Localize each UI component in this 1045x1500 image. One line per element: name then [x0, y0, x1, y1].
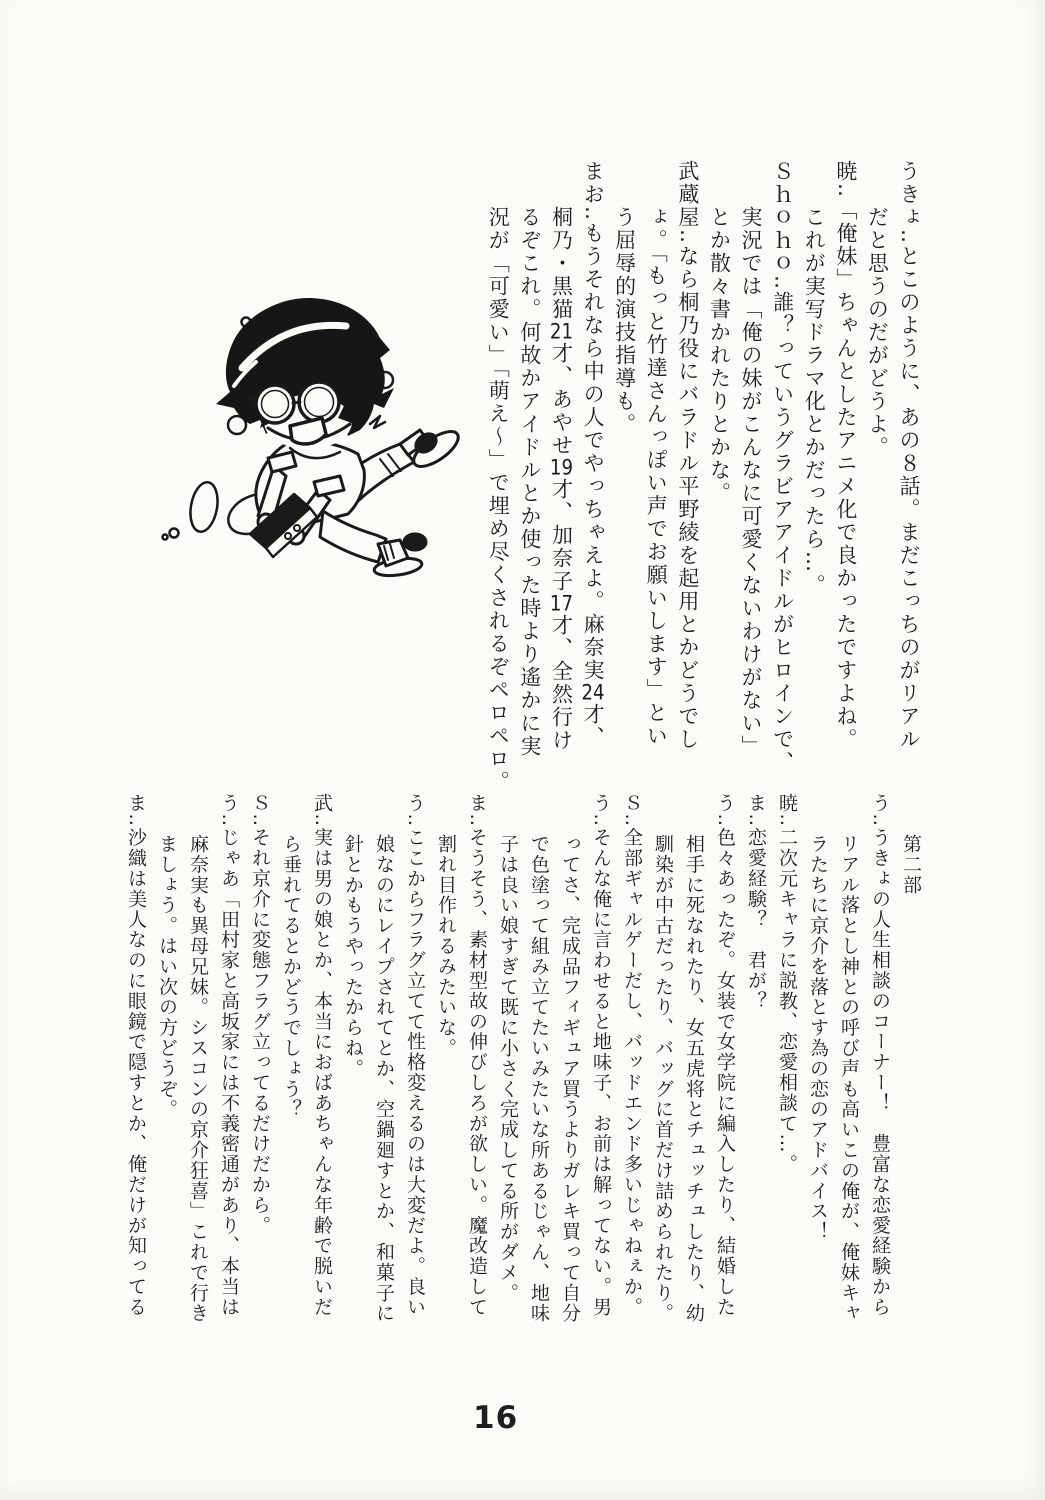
- dialogue-line: 娘なのにレイプされてとか、空鍋廻すとか、和菓子に: [373, 793, 395, 1324]
- dialogue-line: 麻奈実も異母兄妹。シスコンの京介狂喜」これで行き: [187, 793, 209, 1324]
- dialogue-line: 馴染が中古だったり、バッグに首だけ詰められたり。: [652, 793, 674, 1324]
- dialogue-line: Ｓ‥全部ギャルゲーだし、バッドエンド多いじゃねぇか。: [621, 793, 643, 1318]
- dialogue-line: これが実写ドラマ化とかだったら…。: [802, 160, 827, 597]
- page-number: 16: [473, 1400, 519, 1436]
- dialogue-line: ら垂れてるとかどうでしょう？: [280, 793, 302, 1120]
- dialogue-line: 割れ目作れるみたいな。: [435, 793, 457, 1059]
- dialogue-line: 第二部: [900, 793, 922, 895]
- dialogue-line: 針とかもうやったからね。: [342, 793, 364, 1079]
- dialogue-line: るぞこれ。何故かアイドルとか使った時より遙かに実: [517, 160, 542, 758]
- dialogue-line: う‥じゃあ「田村家と高坂家には不義密通があり、本当は: [218, 793, 240, 1318]
- dialogue-line: 桐乃・黒猫21才、あやせ19才、加奈子17才、全然行け: [549, 160, 574, 752]
- dialogue-line: Ｓ‥それ京介に変態フラグ立ってるだけだから。: [249, 793, 271, 1236]
- dialogue-line: う屈辱的演技指導も。: [612, 160, 637, 436]
- dialogue-line: う‥そんな俺に言わせると地味子、お前は解ってない。男: [590, 793, 612, 1318]
- dialogue-line: ましょう。はい次の方どうぞ。: [156, 793, 178, 1120]
- dialogue-line: ょ。「もっと竹達さんっぽい声でお願いします」とい: [644, 160, 669, 748]
- dialogue-line: Ｓｈｏｈｏ‥誰？っていうグラビアアイドルがヒロインで、: [770, 160, 795, 775]
- dialogue-line: 暁‥「俺妹」ちゃんとしたアニメ化で良かったですよね。: [833, 160, 858, 752]
- dialogue-line: 子は良い娘すぎて既に小さく完成してる所がダメ。: [497, 793, 519, 1303]
- dialogue-line: う‥うきょの人生相談のコーナー！ 豊富な恋愛経験から: [869, 793, 891, 1318]
- dialogue-line: う‥ここからフラグ立てて性格変えるのは大変だよ。良い: [404, 793, 426, 1318]
- dialogue-line: う‥色々あったぞ。女装で女学院に編入したり、結婚した: [714, 793, 736, 1318]
- chibi-boy-illustration: [138, 276, 473, 621]
- dialogue-line: 武‥実は男の娘とか、本当におばあちゃんな年齢で脱いだ: [311, 793, 333, 1318]
- dialogue-line: ま‥そうそう、素材型故の伸びしろが欲しい。魔改造して: [466, 793, 488, 1318]
- dialogue-line: ってさ、完成品フィギュア買うよりガレキ買って自分: [559, 793, 581, 1324]
- dialogue-line: ま‥恋愛経験？ 君が？: [745, 793, 767, 1012]
- dialogue-line: ま‥沙織は美人なのに眼鏡で隠すとか、俺だけが知ってる: [125, 793, 147, 1318]
- dialogue-line: とか散々書かれたりとかな。: [707, 160, 732, 505]
- dialogue-section-bottom: [112, 793, 926, 1355]
- dialogue-line: うきょ‥とこのように、あの８話。まだこっちのがリアル: [897, 160, 921, 752]
- dialogue-line: 武蔵屋‥なら桐乃役にバラドル平野綾を起用とかどうでし: [675, 160, 700, 752]
- dialogue-section-top: [472, 160, 924, 792]
- spark-mark: [370, 416, 385, 428]
- dialogue-line: ラたちに京介を落とす為の恋のアドバイス！: [807, 793, 829, 1242]
- front-leg: [320, 511, 426, 578]
- dialogue-line: 況が「可愛い」「萌え～」で埋め尽くされるぞペロペロ。: [486, 160, 511, 794]
- dialogue-line: 相手に死なれたり、女五虎将とチュッチュしたり、幼: [683, 793, 705, 1324]
- dialogue-line: リアル落とし神との呼び声も高いこの俺が、俺妹キャ: [838, 793, 860, 1324]
- dialogue-line: 実況では「俺の妹がこんなに可愛くないわけがない」: [739, 160, 764, 758]
- dialogue-line: まお‥もうそれなら中の人でやっちゃえよ。麻奈実24才、: [581, 160, 606, 750]
- dialogue-line: 暁‥二次元キャラに説教、恋愛相談て…。: [776, 793, 798, 1175]
- dialogue-line: だと思うのだがどうよ。: [865, 160, 890, 459]
- dialogue-line: で色塗って組み立てたいみたいな所あるじゃん、地味: [528, 793, 550, 1324]
